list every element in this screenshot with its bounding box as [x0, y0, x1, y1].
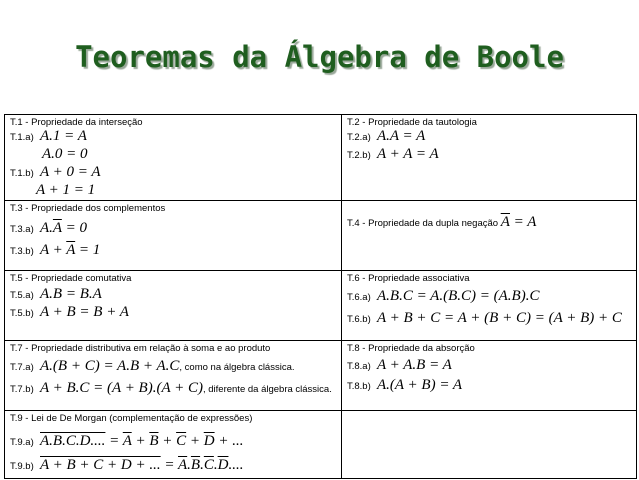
t5a-expr: A.B = B.A	[40, 286, 102, 302]
t8a-expr: A + A.B = A	[377, 357, 452, 373]
t1-heading: T.1 - Propriedade da interseção	[10, 117, 143, 128]
t2b-expr: A + A = A	[377, 146, 439, 162]
t7a-expr: A.(B + C) = A.B + A.C	[40, 358, 180, 374]
t3a-expr: $A.\overline{A} = 0$	[40, 220, 87, 236]
t1b2-expr: A + 1 = 1	[36, 182, 96, 198]
t2a-expr: A.A = A	[377, 128, 426, 144]
t9b-expr: A + B + C + D + ... = $\overline{A}.\overline{B}.\overline{C}.\overline{D}$....	[40, 457, 244, 473]
t7-heading: T.7 - Propriedade distributiva em relação à soma e ao produto	[10, 343, 271, 354]
cell-t7: T.7 - Propriedade distributiva em relação à soma e ao produto T.7.a) A.(B + C) = A.B + A.C, como na álgebra clássica. T.7.b) A + B.C = (A + B).(A + C), diferente da álgebra clássica.	[5, 341, 342, 411]
t8b-expr: A.(A + B) = A	[377, 377, 463, 393]
t3b-expr: $A + \overline{A} = 1$	[40, 242, 101, 258]
t6a-expr: A.B.C = A.(B.C) = (A.B).C	[377, 288, 540, 304]
t3-heading: T.3 - Propriedade dos complementos	[10, 203, 166, 214]
slide-title: Teoremas da Álgebra de Boole	[75, 40, 564, 74]
cell-t6: T.6 - Propriedade associativa T.6.a) A.B.C = A.(B.C) = (A.B).C T.6.b) A + B + C = A + (B + C) = (A + B) + C	[342, 271, 637, 341]
cell-t4	[342, 201, 637, 271]
cell-t3: T.3 - Propriedade dos complementos T.3.a) $A.\overline{A} = 0$ T.3.b) $A + \overline{A} = 1$	[5, 201, 342, 271]
cell-t2: T.2 - Propriedade da tautologia T.2.a) A.A = A T.2.b) A + A = A	[342, 115, 637, 201]
cell-empty	[342, 411, 637, 479]
t1a-expr: A.1 = A	[40, 128, 87, 144]
t9a-expr: A.B.C.D.... = $\overline{A} + \overline{B} + \overline{C} + \overline{D}$ + ...	[40, 433, 244, 449]
cell-t5: T.5 - Propriedade comutativa T.5.a) A.B = B.A T.5.b) A + B = B + A	[5, 271, 342, 341]
t7b-expr: A + B.C = (A + B).(A + C)	[40, 380, 203, 396]
t5b-expr: A + B = B + A	[40, 304, 129, 320]
t9-heading: T.9 - Lei de De Morgan (complementação de expressões)	[10, 413, 253, 424]
t7a-note: , como na álgebra clássica.	[179, 362, 295, 373]
cell-t1: T.1 - Propriedade da interseção T.1.a) A.1 = A A.0 = 0 T.1.b) A + 0 = A A + 1 = 1	[5, 115, 342, 201]
t6b-expr: A + B + C = A + (B + C) = (A + B) + C	[377, 310, 622, 326]
t1a2-expr: A.0 = 0	[42, 146, 88, 162]
theorems-table	[4, 114, 637, 479]
t4-expr: $\overline{A} = A$	[500, 214, 537, 230]
t7b-note: , diferente da álgebra clássica.	[202, 384, 332, 395]
t4-heading: T.4 - Propriedade da dupla negação	[347, 218, 499, 229]
cell-t8: T.8 - Propriedade da absorção T.8.a) A + A.B = A T.8.b) A.(A + B) = A	[342, 341, 637, 411]
t2-heading: T.2 - Propriedade da tautologia	[347, 117, 477, 128]
t6-heading: T.6 - Propriedade associativa	[347, 273, 470, 284]
t1b-expr: A + 0 = A	[40, 164, 101, 180]
t8-heading: T.8 - Propriedade da absorção	[347, 343, 475, 354]
t5-heading: T.5 - Propriedade comutativa	[10, 273, 132, 284]
cell-t9: T.9 - Lei de De Morgan (complementação de expressões) T.9.a) A.B.C.D.... = $\overline{A} + \overline{B} + \overline{C} + \overline{D}$ + ... T.9.b) A + B + C + D + ... = $\overline{A}.\overline{B}.\overline{C}.\overline{D}$....	[5, 411, 342, 479]
